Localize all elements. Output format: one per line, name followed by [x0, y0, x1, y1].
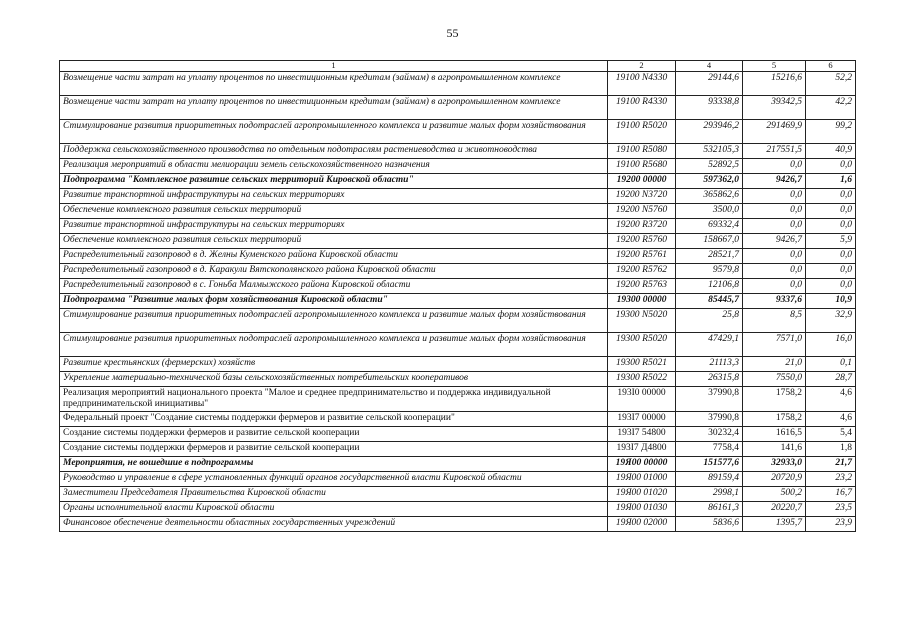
- row-percent-value: 1,8: [806, 441, 856, 456]
- row-name-cell: Подпрограмма "Развитие малых форм хозяйствования Кировской области": [60, 293, 608, 308]
- row-code-cell: 19100 N4330: [608, 71, 676, 95]
- row-name-cell: Реализация мероприятий в области мелиорации земель сельскохозяйственного назначения: [60, 158, 608, 173]
- row-plan-value: 597362,0: [676, 173, 743, 188]
- row-code-cell: 19300 00000: [608, 293, 676, 308]
- row-actual-value: 0,0: [743, 278, 806, 293]
- row-actual-value: 1616,5: [743, 426, 806, 441]
- column-header-code: 2: [608, 61, 676, 72]
- row-actual-value: 0,0: [743, 263, 806, 278]
- row-percent-value: 0,0: [806, 203, 856, 218]
- budget-table: [59, 60, 856, 532]
- table-row: [60, 471, 856, 486]
- row-percent-value: 4,6: [806, 386, 856, 411]
- row-code-cell: 19300 R5021: [608, 356, 676, 371]
- row-plan-value: 365862,6: [676, 188, 743, 203]
- row-name-cell: Реализация мероприятий национального проекта "Малое и среднее предпринимательство и поддержка индивидуальной предпринимательской инициативы": [60, 386, 608, 411]
- row-actual-value: 291469,9: [743, 119, 806, 143]
- row-plan-value: 37990,8: [676, 411, 743, 426]
- row-plan-value: 30232,4: [676, 426, 743, 441]
- table-row: [60, 188, 856, 203]
- row-name-cell: Обеспечение комплексного развития сельских территорий: [60, 233, 608, 248]
- row-code-cell: 193I7 00000: [608, 411, 676, 426]
- row-code-cell: 19200 N3720: [608, 188, 676, 203]
- row-plan-value: 158667,0: [676, 233, 743, 248]
- row-actual-value: 15216,6: [743, 71, 806, 95]
- table-row: [60, 263, 856, 278]
- row-percent-value: 5,9: [806, 233, 856, 248]
- row-percent-value: 0,0: [806, 263, 856, 278]
- table-row: [60, 411, 856, 426]
- row-code-cell: 19Я00 02000: [608, 516, 676, 531]
- row-actual-value: 7571,0: [743, 332, 806, 356]
- row-percent-value: 42,2: [806, 95, 856, 119]
- row-name-cell: Заместители Председателя Правительства Кировской области: [60, 486, 608, 501]
- row-percent-value: 0,1: [806, 356, 856, 371]
- row-code-cell: 19200 R3720: [608, 218, 676, 233]
- row-name-cell: Распределительный газопровод в д. Каракули Вятскополянского района Кировской области: [60, 263, 608, 278]
- row-actual-value: 8,5: [743, 308, 806, 332]
- row-percent-value: 23,2: [806, 471, 856, 486]
- row-percent-value: 40,9: [806, 143, 856, 158]
- row-name-cell: Мероприятия, не вошедшие в подпрограммы: [60, 456, 608, 471]
- row-plan-value: 532105,3: [676, 143, 743, 158]
- table-row: [60, 71, 856, 95]
- table-row: [60, 386, 856, 411]
- row-percent-value: 23,5: [806, 501, 856, 516]
- row-name-cell: Распределительный газопровод в с. Гоньба Малмыжского района Кировской области: [60, 278, 608, 293]
- row-percent-value: 1,6: [806, 173, 856, 188]
- row-code-cell: 193I7 Д4800: [608, 441, 676, 456]
- row-code-cell: 19200 R5760: [608, 233, 676, 248]
- row-percent-value: 16,7: [806, 486, 856, 501]
- row-actual-value: 20220,7: [743, 501, 806, 516]
- row-percent-value: 0,0: [806, 188, 856, 203]
- row-percent-value: 16,0: [806, 332, 856, 356]
- row-name-cell: Стимулирование развития приоритетных подотраслей агропромышленного комплекса и развитие малых форм хозяйствования: [60, 332, 608, 356]
- row-code-cell: 19Я00 00000: [608, 456, 676, 471]
- table-row: [60, 486, 856, 501]
- row-name-cell: Возмещение части затрат на уплату процентов по инвестиционным кредитам (займам) в агропромышленном комплексе: [60, 71, 608, 95]
- row-name-cell: Развитие транспортной инфраструктуры на сельских территориях: [60, 188, 608, 203]
- table-row: [60, 248, 856, 263]
- row-code-cell: 19100 R4330: [608, 95, 676, 119]
- row-name-cell: Руководство и управление в сфере установленных функций органов государственной власти Кировской области: [60, 471, 608, 486]
- row-name-cell: Стимулирование развития приоритетных подотраслей агропромышленного комплекса и развитие малых форм хозяйствования: [60, 308, 608, 332]
- table-row: [60, 293, 856, 308]
- row-percent-value: 4,6: [806, 411, 856, 426]
- row-plan-value: 69332,4: [676, 218, 743, 233]
- table-row: [60, 95, 856, 119]
- row-plan-value: 2998,1: [676, 486, 743, 501]
- row-plan-value: 85445,7: [676, 293, 743, 308]
- row-code-cell: 19Я00 01020: [608, 486, 676, 501]
- row-percent-value: 5,4: [806, 426, 856, 441]
- row-actual-value: 0,0: [743, 248, 806, 263]
- row-name-cell: Укрепление материально-технической базы сельскохозяйственных потребительских кооперативов: [60, 371, 608, 386]
- table-row: [60, 233, 856, 248]
- table-row: [60, 203, 856, 218]
- row-actual-value: 1758,2: [743, 386, 806, 411]
- table-row: [60, 371, 856, 386]
- table-row: [60, 356, 856, 371]
- table-body: [60, 71, 856, 531]
- row-actual-value: 32933,0: [743, 456, 806, 471]
- row-percent-value: 10,9: [806, 293, 856, 308]
- column-header-plan: 4: [676, 61, 743, 72]
- row-name-cell: Обеспечение комплексного развития сельских территорий: [60, 203, 608, 218]
- row-code-cell: 19Я00 01030: [608, 501, 676, 516]
- row-name-cell: Подпрограмма "Комплексное развитие сельских территорий Кировской области": [60, 173, 608, 188]
- column-header-name: 1: [60, 61, 608, 72]
- row-code-cell: 19100 R5680: [608, 158, 676, 173]
- row-name-cell: Поддержка сельскохозяйственного производства по отдельным подотраслям растениеводства и животноводства: [60, 143, 608, 158]
- row-code-cell: 19100 R5020: [608, 119, 676, 143]
- row-plan-value: 25,8: [676, 308, 743, 332]
- row-plan-value: 93338,8: [676, 95, 743, 119]
- table-row: [60, 516, 856, 531]
- row-actual-value: 7550,0: [743, 371, 806, 386]
- table-row: [60, 456, 856, 471]
- row-actual-value: 0,0: [743, 203, 806, 218]
- row-plan-value: 89159,4: [676, 471, 743, 486]
- table-row: [60, 426, 856, 441]
- table-row: [60, 143, 856, 158]
- row-actual-value: 500,2: [743, 486, 806, 501]
- row-percent-value: 0,0: [806, 218, 856, 233]
- row-plan-value: 3500,0: [676, 203, 743, 218]
- row-name-cell: Стимулирование развития приоритетных подотраслей агропромышленного комплекса и развитие малых форм хозяйствования: [60, 119, 608, 143]
- row-name-cell: Создание системы поддержки фермеров и развитие сельской кооперации: [60, 426, 608, 441]
- row-name-cell: Развитие крестьянских (фермерских) хозяйств: [60, 356, 608, 371]
- row-code-cell: 19300 R5020: [608, 332, 676, 356]
- row-actual-value: 9426,7: [743, 173, 806, 188]
- row-actual-value: 9337,6: [743, 293, 806, 308]
- row-code-cell: 193I0 00000: [608, 386, 676, 411]
- row-plan-value: 37990,8: [676, 386, 743, 411]
- table-row: [60, 501, 856, 516]
- row-plan-value: 293946,2: [676, 119, 743, 143]
- row-percent-value: 21,7: [806, 456, 856, 471]
- row-plan-value: 9579,8: [676, 263, 743, 278]
- row-percent-value: 0,0: [806, 248, 856, 263]
- row-name-cell: Финансовое обеспечение деятельности областных государственных учреждений: [60, 516, 608, 531]
- row-name-cell: Возмещение части затрат на уплату процентов по инвестиционным кредитам (займам) в агропромышленном комплексе: [60, 95, 608, 119]
- row-code-cell: 19200 R5762: [608, 263, 676, 278]
- table-header-row: [60, 61, 856, 72]
- row-code-cell: 19100 R5080: [608, 143, 676, 158]
- row-name-cell: Федеральный проект "Создание системы поддержки фермеров и развитие сельской кооперации": [60, 411, 608, 426]
- row-code-cell: 19200 R5761: [608, 248, 676, 263]
- table-row: [60, 308, 856, 332]
- table-row: [60, 158, 856, 173]
- table-row: [60, 441, 856, 456]
- row-plan-value: 21113,3: [676, 356, 743, 371]
- row-plan-value: 47429,1: [676, 332, 743, 356]
- row-actual-value: 0,0: [743, 218, 806, 233]
- row-percent-value: 52,2: [806, 71, 856, 95]
- row-actual-value: 1758,2: [743, 411, 806, 426]
- row-actual-value: 21,0: [743, 356, 806, 371]
- page-number: 55: [446, 26, 459, 40]
- row-actual-value: 20720,9: [743, 471, 806, 486]
- table-row: [60, 218, 856, 233]
- row-plan-value: 5836,6: [676, 516, 743, 531]
- row-code-cell: 19200 00000: [608, 173, 676, 188]
- row-percent-value: 0,0: [806, 278, 856, 293]
- row-code-cell: 19Я00 01000: [608, 471, 676, 486]
- row-plan-value: 52892,5: [676, 158, 743, 173]
- row-plan-value: 26315,8: [676, 371, 743, 386]
- row-actual-value: 141,6: [743, 441, 806, 456]
- row-code-cell: 19300 N5020: [608, 308, 676, 332]
- row-actual-value: 39342,5: [743, 95, 806, 119]
- row-name-cell: Распределительный газопровод в д. Желны Куменского района Кировской области: [60, 248, 608, 263]
- table-row: [60, 119, 856, 143]
- row-actual-value: 0,0: [743, 188, 806, 203]
- table-row: [60, 173, 856, 188]
- row-percent-value: 23,9: [806, 516, 856, 531]
- row-percent-value: 32,9: [806, 308, 856, 332]
- row-plan-value: 29144,6: [676, 71, 743, 95]
- row-code-cell: 19200 N5760: [608, 203, 676, 218]
- column-header-percent: 6: [806, 61, 856, 72]
- row-plan-value: 86161,3: [676, 501, 743, 516]
- row-plan-value: 7758,4: [676, 441, 743, 456]
- row-code-cell: 193I7 54800: [608, 426, 676, 441]
- column-header-actual: 5: [743, 61, 806, 72]
- row-actual-value: 9426,7: [743, 233, 806, 248]
- table-row: [60, 332, 856, 356]
- row-percent-value: 28,7: [806, 371, 856, 386]
- row-actual-value: 0,0: [743, 158, 806, 173]
- row-percent-value: 99,2: [806, 119, 856, 143]
- row-actual-value: 1395,7: [743, 516, 806, 531]
- row-actual-value: 217551,5: [743, 143, 806, 158]
- row-name-cell: Развитие транспортной инфраструктуры на сельских территориях: [60, 218, 608, 233]
- row-percent-value: 0,0: [806, 158, 856, 173]
- row-name-cell: Создание системы поддержки фермеров и развитие сельской кооперации: [60, 441, 608, 456]
- table-row: [60, 278, 856, 293]
- row-code-cell: 19200 R5763: [608, 278, 676, 293]
- row-plan-value: 12106,8: [676, 278, 743, 293]
- row-code-cell: 19300 R5022: [608, 371, 676, 386]
- row-plan-value: 151577,6: [676, 456, 743, 471]
- row-plan-value: 28521,7: [676, 248, 743, 263]
- row-name-cell: Органы исполнительной власти Кировской области: [60, 501, 608, 516]
